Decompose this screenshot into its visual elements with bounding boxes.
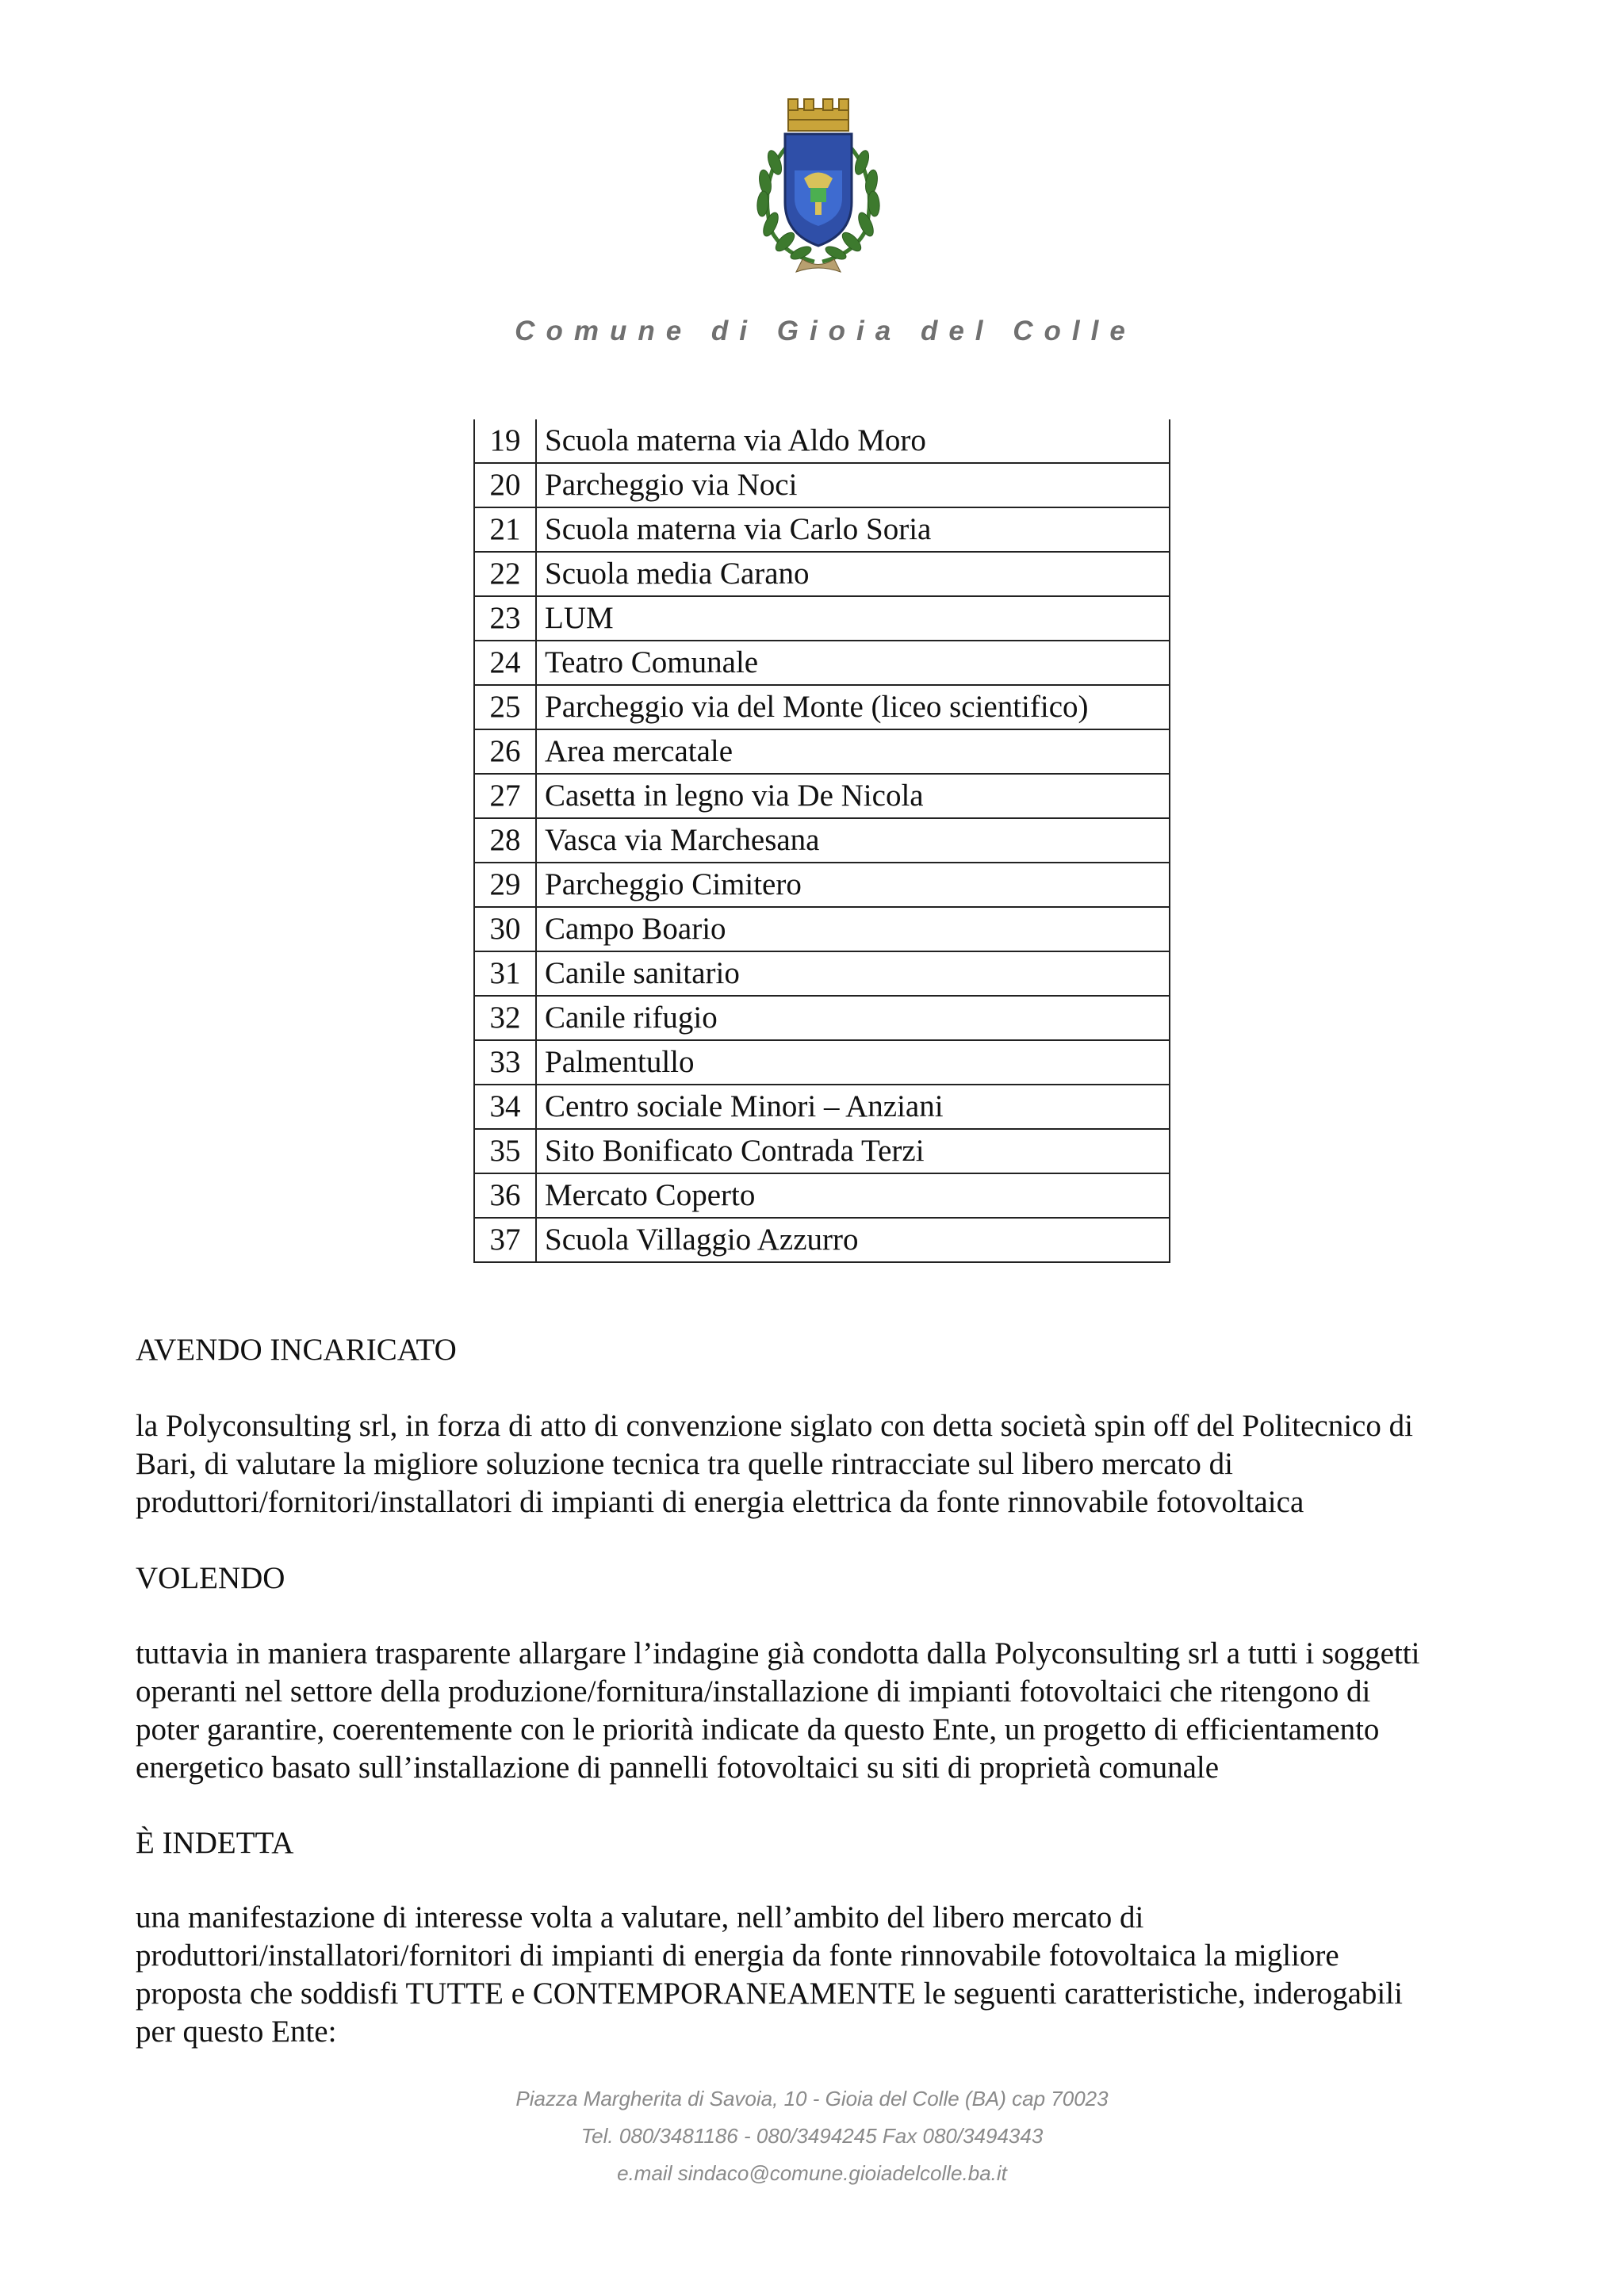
row-site-name: Scuola materna via Carlo Soria — [536, 507, 1170, 552]
row-number: 21 — [474, 507, 536, 552]
table-row — [474, 1173, 1170, 1218]
paragraph-line: una manifestazione di interesse volta a valutare, nell’ambito del libero mercato di — [136, 1900, 1144, 1934]
paragraph-avendo — [136, 1407, 1515, 1521]
paragraph-line: operanti nel settore della produzione/fornitura/installazione di impianti fotovoltaici che ritengono di — [136, 1674, 1371, 1709]
coat-of-arms-emblem — [739, 91, 898, 274]
row-number: 37 — [474, 1218, 536, 1262]
ribbon-icon — [796, 259, 841, 272]
row-site-name: Vasca via Marchesana — [536, 818, 1170, 863]
row-number: 25 — [474, 685, 536, 729]
table-row — [474, 552, 1170, 596]
row-number: 35 — [474, 1129, 536, 1173]
row-site-name: Canile rifugio — [536, 996, 1170, 1040]
row-number: 22 — [474, 552, 536, 596]
paragraph-volendo — [136, 1635, 1515, 1787]
row-site-name: Area mercatale — [536, 729, 1170, 774]
row-number: 20 — [474, 463, 536, 507]
paragraph-line: tuttavia in maniera trasparente allargare l’indagine già condotta dalla Polyconsulting srl a tutti i soggetti — [136, 1636, 1420, 1670]
row-number: 32 — [474, 996, 536, 1040]
row-number: 27 — [474, 774, 536, 818]
table-row — [474, 685, 1170, 729]
heading-volendo: VOLENDO — [136, 1561, 285, 1595]
row-site-name: Mercato Coperto — [536, 1173, 1170, 1218]
row-site-name: Teatro Comunale — [536, 641, 1170, 685]
row-number: 28 — [474, 818, 536, 863]
row-site-name: Scuola Villaggio Azzurro — [536, 1218, 1170, 1262]
table-row — [474, 641, 1170, 685]
paragraph-line: poter garantire, coerentemente con le priorità indicate da questo Ente, un progetto di efficientamento — [136, 1712, 1380, 1747]
row-number: 31 — [474, 951, 536, 996]
table-row — [474, 863, 1170, 907]
row-number: 30 — [474, 907, 536, 951]
paragraph-line: proposta che soddisfi TUTTE e CONTEMPORANEAMENTE le seguenti caratteristiche, inderogabili — [136, 1976, 1403, 2011]
table-row — [474, 907, 1170, 951]
paragraph-line: energetico basato sull’installazione di pannelli fotovoltaici su siti di proprietà comunale — [136, 1751, 1220, 1785]
footer-address: Piazza Margherita di Savoia, 10 - Gioia del Colle (BA) cap 70023 — [515, 2087, 1109, 2110]
shield-icon — [785, 134, 852, 246]
paragraph-indetta — [136, 1899, 1515, 2051]
row-number: 19 — [474, 419, 536, 463]
row-number: 29 — [474, 863, 536, 907]
crown-icon — [788, 99, 848, 131]
heading-e-indetta: È INDETTA — [136, 1826, 294, 1860]
table-row — [474, 774, 1170, 818]
table-row — [474, 1129, 1170, 1173]
table-row — [474, 729, 1170, 774]
table-row — [474, 1040, 1170, 1085]
row-number: 34 — [474, 1085, 536, 1129]
table-row — [474, 818, 1170, 863]
paragraph-line: per questo Ente: — [136, 2015, 337, 2049]
row-site-name: Parcheggio Cimitero — [536, 863, 1170, 907]
table-row — [474, 1085, 1170, 1129]
row-site-name: Palmentullo — [536, 1040, 1170, 1085]
table-row — [474, 596, 1170, 641]
municipality-header: Comune di Gioia del Colle — [515, 316, 1136, 346]
paragraph-line: la Polyconsulting srl, in forza di atto di convenzione siglato con detta società spin off del Politecnico di — [136, 1409, 1413, 1443]
row-number: 33 — [474, 1040, 536, 1085]
row-site-name: Parcheggio via Noci — [536, 463, 1170, 507]
table-row — [474, 463, 1170, 507]
row-number: 26 — [474, 729, 536, 774]
paragraph-line: produttori/fornitori/installatori di impianti di energia elettrica da fonte rinnovabile fotovoltaica — [136, 1485, 1304, 1519]
table-row — [474, 951, 1170, 996]
table-row — [474, 419, 1170, 463]
row-site-name: LUM — [536, 596, 1170, 641]
table-row — [474, 507, 1170, 552]
row-site-name: Scuola media Carano — [536, 552, 1170, 596]
footer-phone: Tel. 080/3481186 - 080/3494245 Fax 080/3494343 — [580, 2124, 1044, 2148]
paragraph-line: produttori/installatori/fornitori di impianti di energia da fonte rinnovabile fotovoltaica la migliore — [136, 1938, 1339, 1973]
row-site-name: Scuola materna via Aldo Moro — [536, 419, 1170, 463]
footer-email[interactable]: e.mail sindaco@comune.gioiadelcolle.ba.it — [617, 2161, 1007, 2185]
row-number: 23 — [474, 596, 536, 641]
row-number: 24 — [474, 641, 536, 685]
table-row — [474, 996, 1170, 1040]
row-site-name: Parcheggio via del Monte (liceo scientifico) — [536, 685, 1170, 729]
paragraph-line: Bari, di valutare la migliore soluzione tecnica tra quelle rintracciate sul libero mercato di — [136, 1447, 1233, 1481]
row-site-name: Sito Bonificato Contrada Terzi — [536, 1129, 1170, 1173]
row-site-name: Centro sociale Minori – Anziani — [536, 1085, 1170, 1129]
row-number: 36 — [474, 1173, 536, 1218]
sites-table — [473, 419, 1170, 1263]
row-site-name: Casetta in legno via De Nicola — [536, 774, 1170, 818]
row-site-name: Canile sanitario — [536, 951, 1170, 996]
heading-avendo-incaricato: AVENDO INCARICATO — [136, 1333, 457, 1367]
row-site-name: Campo Boario — [536, 907, 1170, 951]
table-row — [474, 1218, 1170, 1262]
